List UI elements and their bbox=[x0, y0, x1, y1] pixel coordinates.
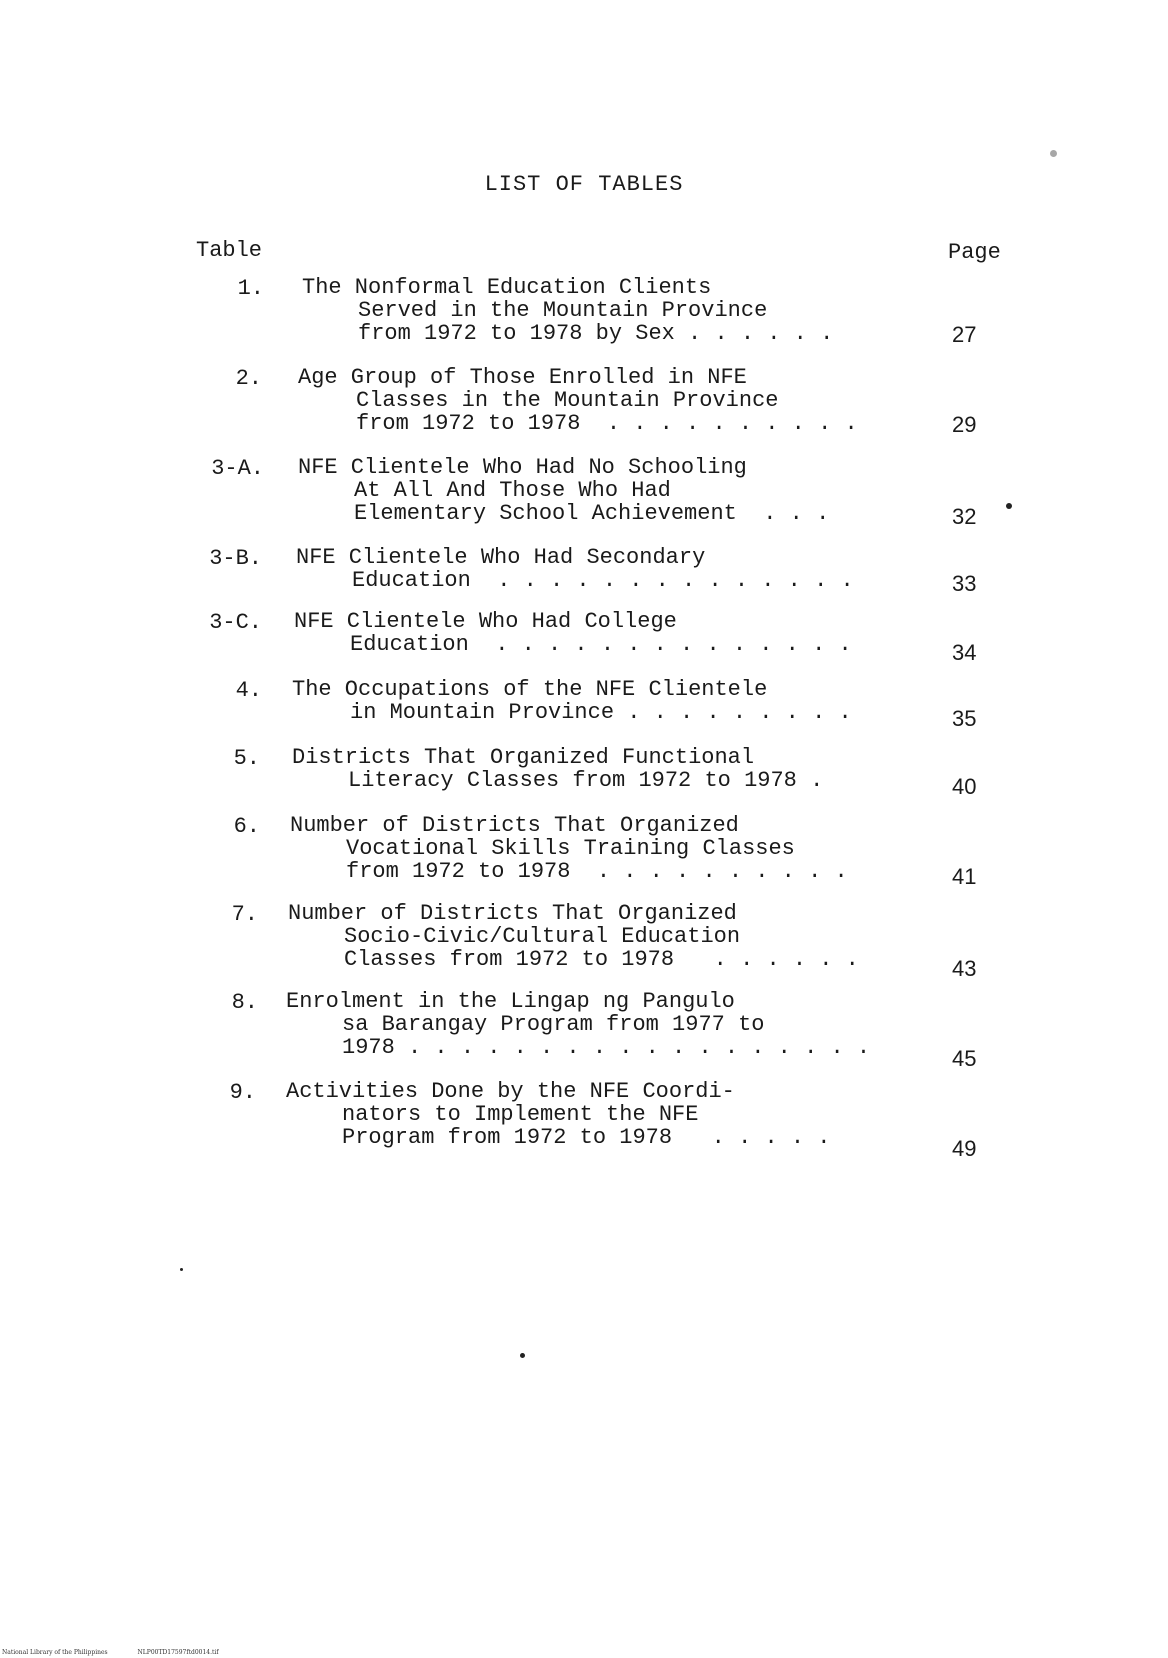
page-number: 45 bbox=[952, 1046, 977, 1071]
footer-file: NLP00TD17597ftd0014.tif bbox=[137, 1649, 219, 1656]
table-number: 3-A. bbox=[211, 456, 264, 481]
caption-line: Elementary School Achievement . . . bbox=[354, 501, 830, 526]
table-number: 7. bbox=[231, 902, 258, 927]
caption-line: Number of Districts That Organized bbox=[288, 901, 737, 926]
table-number: 5. bbox=[233, 746, 260, 771]
caption-line: The Occupations of the NFE Clientele bbox=[292, 677, 768, 702]
caption-line: from 1972 to 1978 . . . . . . . . . . bbox=[356, 411, 858, 436]
footer-library: National Library of the Philippines bbox=[2, 1649, 108, 1656]
column-header-page: Page bbox=[948, 240, 1001, 265]
table-number: 4. bbox=[235, 678, 262, 703]
caption-line: Districts That Organized Functional bbox=[292, 745, 755, 770]
table-caption bbox=[298, 366, 858, 435]
table-caption bbox=[286, 1080, 830, 1149]
scan-footer bbox=[2, 1649, 247, 1656]
table-caption bbox=[296, 546, 854, 592]
caption-line: nators to Implement the NFE bbox=[342, 1102, 699, 1127]
page-number: 32 bbox=[952, 504, 977, 529]
page-number: 33 bbox=[952, 571, 977, 596]
caption-line: At All And Those Who Had bbox=[354, 478, 671, 503]
caption-line: Vocational Skills Training Classes bbox=[346, 836, 795, 861]
scan-speck bbox=[1050, 150, 1057, 157]
table-number: 3-C. bbox=[209, 610, 262, 635]
caption-line: NFE Clientele Who Had College bbox=[294, 609, 677, 634]
caption-line: in Mountain Province . . . . . . . . . bbox=[350, 700, 852, 725]
caption-line: NFE Clientele Who Had Secondary bbox=[296, 545, 706, 570]
caption-line: NFE Clientele Who Had No Schooling bbox=[298, 455, 747, 480]
table-caption bbox=[292, 678, 852, 724]
page-number: 40 bbox=[952, 774, 977, 799]
caption-line: Socio-Civic/Cultural Education bbox=[344, 924, 741, 949]
caption-line: sa Barangay Program from 1977 to bbox=[342, 1012, 765, 1037]
table-caption bbox=[290, 814, 848, 883]
table-number: 8. bbox=[231, 990, 258, 1015]
page-number: 29 bbox=[952, 412, 977, 437]
scan-speck bbox=[520, 1353, 525, 1358]
table-caption bbox=[292, 746, 823, 792]
table-number: 9. bbox=[229, 1080, 256, 1105]
table-caption bbox=[286, 990, 870, 1059]
caption-line: Program from 1972 to 1978 . . . . . bbox=[342, 1125, 831, 1150]
table-number: 6. bbox=[233, 814, 260, 839]
table-number: 3-B. bbox=[209, 546, 262, 571]
caption-line: Classes from 1972 to 1978 . . . . . . bbox=[344, 947, 859, 972]
page-number: 35 bbox=[952, 706, 977, 731]
table-number: 1. bbox=[237, 276, 264, 301]
caption-line: Enrolment in the Lingap ng Pangulo bbox=[286, 989, 735, 1014]
caption-line: Number of Districts That Organized bbox=[290, 813, 739, 838]
caption-line: Activities Done by the NFE Coordi- bbox=[286, 1079, 735, 1104]
table-caption bbox=[294, 610, 852, 656]
caption-line: from 1972 to 1978 . . . . . . . . . . bbox=[346, 859, 848, 884]
table-caption bbox=[298, 456, 829, 525]
table-number: 2. bbox=[235, 366, 262, 391]
scan-speck bbox=[180, 1268, 183, 1271]
caption-line: Classes in the Mountain Province bbox=[356, 388, 779, 413]
caption-line: Education . . . . . . . . . . . . . . bbox=[352, 568, 854, 593]
column-header-table: Table bbox=[196, 238, 263, 263]
caption-line: 1978 . . . . . . . . . . . . . . . . . . bbox=[342, 1035, 871, 1060]
page-number: 41 bbox=[952, 864, 977, 889]
table-caption bbox=[288, 902, 859, 971]
page-title: LIST OF TABLES bbox=[484, 172, 684, 197]
caption-line: Education . . . . . . . . . . . . . . bbox=[350, 632, 852, 657]
caption-line: Literacy Classes from 1972 to 1978 . bbox=[348, 768, 824, 793]
page-number: 43 bbox=[952, 956, 977, 981]
table-caption bbox=[302, 276, 833, 345]
caption-line: The Nonformal Education Clients bbox=[302, 275, 712, 300]
caption-line: from 1972 to 1978 by Sex . . . . . . bbox=[358, 321, 834, 346]
page-number: 49 bbox=[952, 1136, 977, 1161]
page-number: 27 bbox=[952, 322, 977, 347]
page-number: 34 bbox=[952, 640, 977, 665]
caption-line: Served in the Mountain Province bbox=[358, 298, 768, 323]
caption-line: Age Group of Those Enrolled in NFE bbox=[298, 365, 747, 390]
scan-speck bbox=[1006, 503, 1012, 509]
